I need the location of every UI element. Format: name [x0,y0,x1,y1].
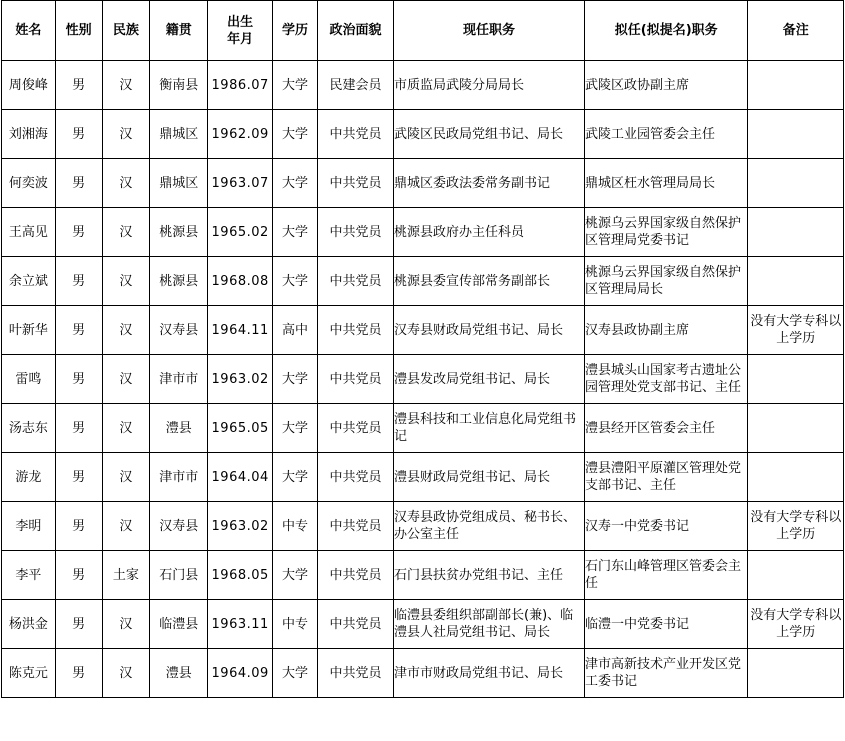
cell-current: 石门县扶贫办党组书记、主任 [394,551,585,600]
cell-political: 中共党员 [317,502,393,551]
cell-name: 刘湘海 [2,110,56,159]
header-row [2,1,844,61]
cell-political: 中共党员 [317,110,393,159]
table-row [2,649,844,698]
cell-current: 武陵区民政局党组书记、局长 [394,110,585,159]
cell-gender: 男 [55,159,102,208]
table-row [2,306,844,355]
cell-education: 大学 [273,110,318,159]
cell-gender: 男 [55,355,102,404]
table-row [2,453,844,502]
cell-name: 杨洪金 [2,600,56,649]
cell-remarks: 没有大学专科以上学历 [748,600,844,649]
cell-birth: 1964.04 [208,453,273,502]
table-row [2,355,844,404]
cell-remarks [748,257,844,306]
cell-education: 大学 [273,404,318,453]
table-row [2,551,844,600]
cell-proposed: 桃源乌云界国家级自然保护区管理局党委书记 [584,208,748,257]
cell-gender: 男 [55,649,102,698]
cell-hometown: 汉寿县 [150,502,208,551]
cell-political: 中共党员 [317,159,393,208]
cell-hometown: 津市市 [150,355,208,404]
cell-hometown: 石门县 [150,551,208,600]
cell-ethnicity: 汉 [102,502,150,551]
cell-proposed: 澧县城头山国家考古遗址公园管理处党支部书记、主任 [584,355,748,404]
cell-hometown: 汉寿县 [150,306,208,355]
cell-hometown: 桃源县 [150,208,208,257]
cell-birth: 1963.02 [208,502,273,551]
cell-political: 中共党员 [317,600,393,649]
cell-proposed: 澧县经开区管委会主任 [584,404,748,453]
cell-education: 大学 [273,355,318,404]
table-row [2,502,844,551]
cell-name: 周俊峰 [2,61,56,110]
cell-hometown: 衡南县 [150,61,208,110]
header-gender: 性别 [55,1,102,61]
cell-current: 澧县财政局党组书记、局长 [394,453,585,502]
cell-current: 澧县科技和工业信息化局党组书记 [394,404,585,453]
cell-ethnicity: 土家 [102,551,150,600]
cell-remarks: 没有大学专科以上学历 [748,306,844,355]
cell-political: 中共党员 [317,649,393,698]
cell-current: 津市市财政局党组书记、局长 [394,649,585,698]
cell-political: 中共党员 [317,453,393,502]
table-row [2,61,844,110]
header-birth-line2: 年月 [227,31,254,47]
cell-ethnicity: 汉 [102,453,150,502]
cell-birth: 1965.02 [208,208,273,257]
cell-birth: 1963.02 [208,355,273,404]
header-political: 政治面貌 [317,1,393,61]
cell-gender: 男 [55,208,102,257]
cell-education: 中专 [273,600,318,649]
cell-remarks [748,208,844,257]
cell-current: 澧县发改局党组书记、局长 [394,355,585,404]
cell-education: 高中 [273,306,318,355]
cell-gender: 男 [55,551,102,600]
cell-hometown: 鼎城区 [150,159,208,208]
header-name: 姓名 [2,1,56,61]
cell-current: 临澧县委组织部副部长(兼)、临澧县人社局党组书记、局长 [394,600,585,649]
header-remarks: 备注 [748,1,844,61]
cell-birth: 1964.11 [208,306,273,355]
cell-birth: 1963.07 [208,159,273,208]
table-row [2,110,844,159]
cell-birth: 1968.08 [208,257,273,306]
table-row [2,600,844,649]
cell-name: 游龙 [2,453,56,502]
cell-education: 大学 [273,159,318,208]
cell-gender: 男 [55,110,102,159]
cell-remarks [748,61,844,110]
cell-birth: 1986.07 [208,61,273,110]
cell-gender: 男 [55,600,102,649]
cell-name: 叶新华 [2,306,56,355]
cell-current: 市质监局武陵分局局长 [394,61,585,110]
cell-hometown: 临澧县 [150,600,208,649]
cell-name: 李明 [2,502,56,551]
cell-name: 雷鸣 [2,355,56,404]
cell-proposed: 汉寿县政协副主席 [584,306,748,355]
cell-ethnicity: 汉 [102,355,150,404]
cell-name: 汤志东 [2,404,56,453]
cell-education: 中专 [273,502,318,551]
cell-political: 中共党员 [317,355,393,404]
cell-political: 中共党员 [317,551,393,600]
cell-hometown: 津市市 [150,453,208,502]
cell-education: 大学 [273,61,318,110]
cell-political: 中共党员 [317,208,393,257]
cell-ethnicity: 汉 [102,159,150,208]
cell-ethnicity: 汉 [102,110,150,159]
cell-hometown: 鼎城区 [150,110,208,159]
cell-ethnicity: 汉 [102,61,150,110]
cell-birth: 1965.05 [208,404,273,453]
table-row [2,257,844,306]
cell-education: 大学 [273,453,318,502]
cell-political: 中共党员 [317,257,393,306]
cell-proposed: 石门东山峰管理区管委会主任 [584,551,748,600]
cell-remarks [748,453,844,502]
cell-ethnicity: 汉 [102,208,150,257]
cell-hometown: 桃源县 [150,257,208,306]
cell-birth: 1968.05 [208,551,273,600]
table-row [2,159,844,208]
cell-ethnicity: 汉 [102,649,150,698]
cell-proposed: 桃源乌云界国家级自然保护区管理局局长 [584,257,748,306]
cell-current: 汉寿县政协党组成员、秘书长、办公室主任 [394,502,585,551]
cell-name: 余立斌 [2,257,56,306]
cell-proposed: 武陵工业园管委会主任 [584,110,748,159]
cell-remarks [748,355,844,404]
cell-ethnicity: 汉 [102,306,150,355]
header-birth [208,1,273,61]
cell-proposed: 武陵区政协副主席 [584,61,748,110]
cell-education: 大学 [273,257,318,306]
header-education: 学历 [273,1,318,61]
header-birth-line1: 出生 [227,14,254,30]
cell-gender: 男 [55,257,102,306]
cell-remarks [748,551,844,600]
header-hometown: 籍贯 [150,1,208,61]
cell-remarks [748,649,844,698]
cell-political: 中共党员 [317,306,393,355]
cell-name: 王高见 [2,208,56,257]
cell-remarks [748,404,844,453]
cell-name: 何奕波 [2,159,56,208]
cell-ethnicity: 汉 [102,257,150,306]
cell-gender: 男 [55,502,102,551]
header-ethnicity: 民族 [102,1,150,61]
cadre-roster-table [1,0,844,698]
table-row [2,404,844,453]
cell-proposed: 临澧一中党委书记 [584,600,748,649]
cell-remarks [748,159,844,208]
cell-birth: 1963.11 [208,600,273,649]
cell-education: 大学 [273,551,318,600]
cell-hometown: 澧县 [150,649,208,698]
cell-hometown: 澧县 [150,404,208,453]
cell-gender: 男 [55,404,102,453]
cell-political: 民建会员 [317,61,393,110]
cell-ethnicity: 汉 [102,600,150,649]
cell-proposed: 汉寿一中党委书记 [584,502,748,551]
cell-current: 桃源县政府办主任科员 [394,208,585,257]
cell-gender: 男 [55,306,102,355]
cell-current: 汉寿县财政局党组书记、局长 [394,306,585,355]
cell-gender: 男 [55,61,102,110]
cell-name: 陈克元 [2,649,56,698]
cell-political: 中共党员 [317,404,393,453]
cell-proposed: 鼎城区枉水管理局局长 [584,159,748,208]
cell-proposed: 津市高新技术产业开发区党工委书记 [584,649,748,698]
header-current-post: 现任职务 [394,1,585,61]
cell-birth: 1962.09 [208,110,273,159]
cell-birth: 1964.09 [208,649,273,698]
cell-gender: 男 [55,453,102,502]
table-row [2,208,844,257]
cell-remarks: 没有大学专科以上学历 [748,502,844,551]
cell-proposed: 澧县澧阳平原灌区管理处党支部书记、主任 [584,453,748,502]
roster-body [2,61,844,698]
cell-current: 桃源县委宣传部常务副部长 [394,257,585,306]
cell-education: 大学 [273,208,318,257]
cell-education: 大学 [273,649,318,698]
cell-remarks [748,110,844,159]
cell-ethnicity: 汉 [102,404,150,453]
header-proposed-post: 拟任(拟提名)职务 [584,1,748,61]
cell-current: 鼎城区委政法委常务副书记 [394,159,585,208]
cell-name: 李平 [2,551,56,600]
